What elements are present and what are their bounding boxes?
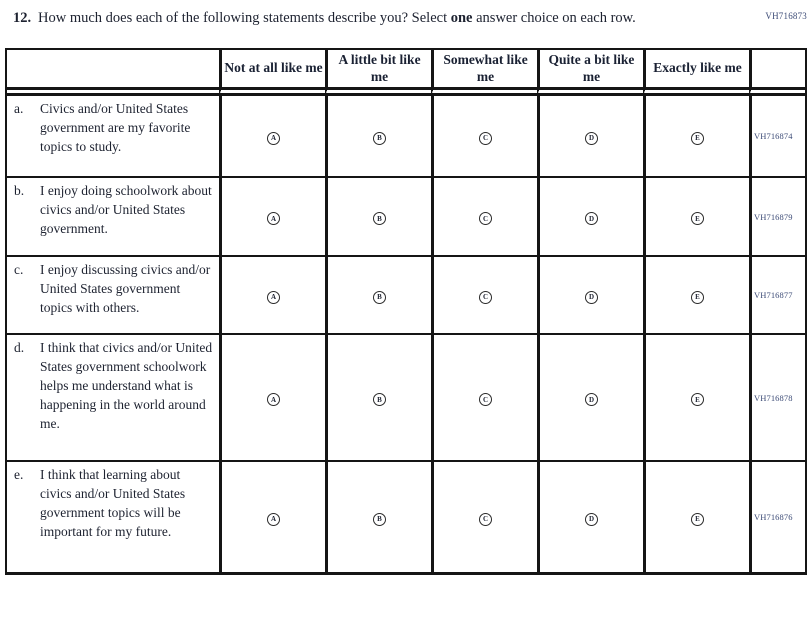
table-row-e: [7, 460, 805, 572]
statement-cell-e: [7, 460, 219, 572]
answer-bubble-a-D[interactable]: D: [585, 132, 598, 145]
option-cell-e-B[interactable]: [325, 460, 431, 572]
statement-text: I think that civics and/or United States government schoolwork helps me understand what is happening in the world around me.: [40, 340, 213, 432]
statement-cell-b: [7, 176, 219, 255]
statement-text: Civics and/or United States government are my favorite topics to study.: [40, 101, 191, 155]
answer-bubble-e-E[interactable]: E: [691, 513, 704, 526]
statement-text: I think that learning about civics and/or United States government topics will be important for my future.: [40, 467, 186, 540]
option-cell-b-C[interactable]: [431, 176, 537, 255]
option-cell-e-E[interactable]: [643, 460, 749, 572]
row-letter: d.: [14, 340, 25, 356]
option-cell-c-A[interactable]: [219, 255, 325, 333]
option-cell-a-A[interactable]: [219, 96, 325, 176]
answer-bubble-c-A[interactable]: A: [267, 291, 280, 304]
option-cell-b-A[interactable]: [219, 176, 325, 255]
option-cell-b-B[interactable]: [325, 176, 431, 255]
option-cell-e-C[interactable]: [431, 460, 537, 572]
answer-bubble-e-C[interactable]: C: [479, 513, 492, 526]
answer-bubble-b-C[interactable]: C: [479, 212, 492, 225]
statement-cell-d: [7, 333, 219, 460]
option-cell-d-D[interactable]: [537, 333, 643, 460]
option-cell-e-A[interactable]: [219, 460, 325, 572]
statement-cell-a: [7, 96, 219, 176]
answer-bubble-b-A[interactable]: A: [267, 212, 280, 225]
option-cell-b-D[interactable]: [537, 176, 643, 255]
answer-bubble-a-E[interactable]: E: [691, 132, 704, 145]
option-cell-c-B[interactable]: [325, 255, 431, 333]
question-text-bold-word: one: [450, 10, 473, 26]
option-cell-a-D[interactable]: [537, 96, 643, 176]
answer-bubble-b-E[interactable]: E: [691, 212, 704, 225]
question-text-part1: How much does each of the following statements describe you? Select: [38, 10, 451, 26]
answer-bubble-e-A[interactable]: A: [267, 513, 280, 526]
answer-bubble-e-D[interactable]: D: [585, 513, 598, 526]
header-row: [7, 50, 805, 96]
answer-bubble-d-B[interactable]: B: [373, 393, 386, 406]
answer-bubble-d-D[interactable]: D: [585, 393, 598, 406]
option-cell-d-E[interactable]: [643, 333, 749, 460]
header-statement-blank: [7, 50, 219, 96]
statement-text: I enjoy doing schoolwork about civics and/or United States government.: [40, 183, 212, 237]
answer-bubble-a-B[interactable]: B: [373, 132, 386, 145]
table-row-a: [7, 96, 805, 176]
table-row-b: [7, 176, 805, 255]
header-code-blank: [749, 50, 805, 96]
question-text: [38, 9, 700, 28]
option-cell-d-B[interactable]: [325, 333, 431, 460]
answer-bubble-a-A[interactable]: A: [267, 132, 280, 145]
answer-bubble-d-C[interactable]: C: [479, 393, 492, 406]
answer-bubble-c-C[interactable]: C: [479, 291, 492, 304]
row-letter: e.: [14, 467, 24, 483]
column-header-not-at-all: Not at all like me: [219, 50, 325, 96]
row-letter: b.: [14, 183, 25, 199]
row-letter: a.: [14, 101, 24, 117]
answer-matrix-table: [5, 48, 807, 575]
item-code: VH716876: [749, 460, 805, 572]
page-accession-code: VH716873: [765, 11, 807, 21]
table-row-d: [7, 333, 805, 460]
option-cell-e-D[interactable]: [537, 460, 643, 572]
answer-bubble-c-E[interactable]: E: [691, 291, 704, 304]
item-code: VH716879: [749, 176, 805, 255]
table-row-c: [7, 255, 805, 333]
item-code: VH716877: [749, 255, 805, 333]
answer-bubble-c-D[interactable]: D: [585, 291, 598, 304]
column-header-somewhat: Somewhat like me: [431, 50, 537, 96]
item-code: VH716874: [749, 96, 805, 176]
statement-cell-c: [7, 255, 219, 333]
answer-bubble-d-A[interactable]: A: [267, 393, 280, 406]
row-letter: c.: [14, 262, 24, 278]
answer-bubble-d-E[interactable]: E: [691, 393, 704, 406]
option-cell-c-C[interactable]: [431, 255, 537, 333]
option-cell-a-C[interactable]: [431, 96, 537, 176]
question-number: 12.: [13, 10, 32, 26]
column-header-exactly: Exactly like me: [643, 50, 749, 96]
option-cell-c-E[interactable]: [643, 255, 749, 333]
option-cell-a-E[interactable]: [643, 96, 749, 176]
answer-bubble-b-B[interactable]: B: [373, 212, 386, 225]
option-cell-d-A[interactable]: [219, 333, 325, 460]
item-code: VH716878: [749, 333, 805, 460]
answer-bubble-a-C[interactable]: C: [479, 132, 492, 145]
answer-bubble-b-D[interactable]: D: [585, 212, 598, 225]
column-header-a-little-bit: A little bit like me: [325, 50, 431, 96]
question-text-part2: answer choice on each row.: [472, 10, 636, 26]
answer-bubble-e-B[interactable]: B: [373, 513, 386, 526]
option-cell-a-B[interactable]: [325, 96, 431, 176]
option-cell-c-D[interactable]: [537, 255, 643, 333]
answer-bubble-c-B[interactable]: B: [373, 291, 386, 304]
statement-text: I enjoy discussing civics and/or United States government topics with others.: [40, 262, 211, 316]
question-block: [13, 9, 811, 28]
option-cell-d-C[interactable]: [431, 333, 537, 460]
option-cell-b-E[interactable]: [643, 176, 749, 255]
column-header-quite-a-bit: Quite a bit like me: [537, 50, 643, 96]
